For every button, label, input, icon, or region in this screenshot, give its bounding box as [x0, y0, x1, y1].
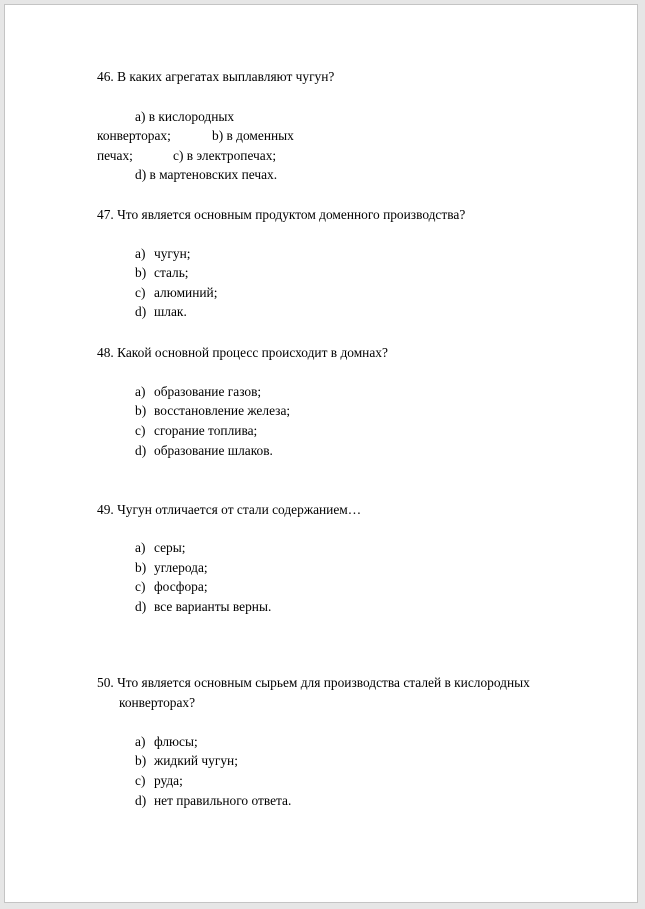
option-marker: d): [135, 599, 147, 614]
option-marker: a): [135, 246, 146, 261]
option-text: флюсы;: [154, 734, 198, 749]
option-marker: c): [135, 285, 146, 300]
question-46-title: [97, 67, 334, 87]
option-text: фосфора;: [154, 579, 208, 594]
option-d-line: d) в мартеновских печах.: [135, 167, 278, 182]
option-c-line: c) в электропечах;: [173, 148, 277, 163]
option-marker: d): [135, 793, 147, 808]
option-marker: d): [135, 443, 147, 458]
option-marker: d): [135, 304, 147, 319]
question-number: 47.: [97, 207, 114, 222]
option-text: шлак.: [154, 304, 187, 319]
option-text: нет правильного ответа.: [154, 793, 292, 808]
question-number: 50.: [97, 675, 114, 690]
question-number: 48.: [97, 345, 114, 360]
option-text: все варианты верны.: [154, 599, 272, 614]
option-text: руда;: [154, 773, 183, 788]
option-a-cont: конверторах;: [97, 128, 171, 143]
question-number: 49.: [97, 502, 114, 517]
question-47-title: [97, 205, 465, 225]
option-text: алюминий;: [154, 285, 218, 300]
option-marker: a): [135, 540, 146, 555]
option-text: восстановление железа;: [154, 403, 291, 418]
option-marker: b): [135, 753, 147, 768]
option-text: углерода;: [154, 560, 208, 575]
question-text: Что является основным продуктом доменного производства?: [117, 207, 466, 222]
option-text: сгорание топлива;: [154, 423, 258, 438]
question-text: Чугун отличается от стали содержанием…: [117, 502, 362, 517]
option-marker: c): [135, 579, 146, 594]
option-text: чугун;: [154, 246, 191, 261]
question-text: Какой основной процесс происходит в домнах?: [117, 345, 388, 360]
option-a-line: a) в кислородных: [135, 109, 235, 124]
option-b-line: b) в доменных: [212, 128, 294, 143]
option-marker: c): [135, 423, 146, 438]
option-marker: c): [135, 773, 146, 788]
question-50-title-cont: конверторах?: [119, 695, 196, 710]
option-text: образование шлаков.: [154, 443, 273, 458]
option-text: серы;: [154, 540, 186, 555]
option-marker: a): [135, 734, 146, 749]
option-marker: b): [135, 265, 147, 280]
option-b-cont: печах;: [97, 148, 133, 163]
option-text: жидкий чугун;: [154, 753, 238, 768]
question-text: Что является основным сырьем для производства сталей в кислородных: [117, 675, 530, 690]
option-marker: a): [135, 384, 146, 399]
document-page: [4, 4, 638, 903]
question-number: 46.: [97, 69, 114, 84]
option-marker: b): [135, 403, 147, 418]
question-50-title: [97, 673, 530, 693]
question-49-title: [97, 500, 361, 520]
option-text: образование газов;: [154, 384, 262, 399]
option-text: сталь;: [154, 265, 189, 280]
option-marker: b): [135, 560, 147, 575]
question-text: В каких агрегатах выплавляют чугун?: [117, 69, 335, 84]
question-48-title: [97, 343, 388, 363]
